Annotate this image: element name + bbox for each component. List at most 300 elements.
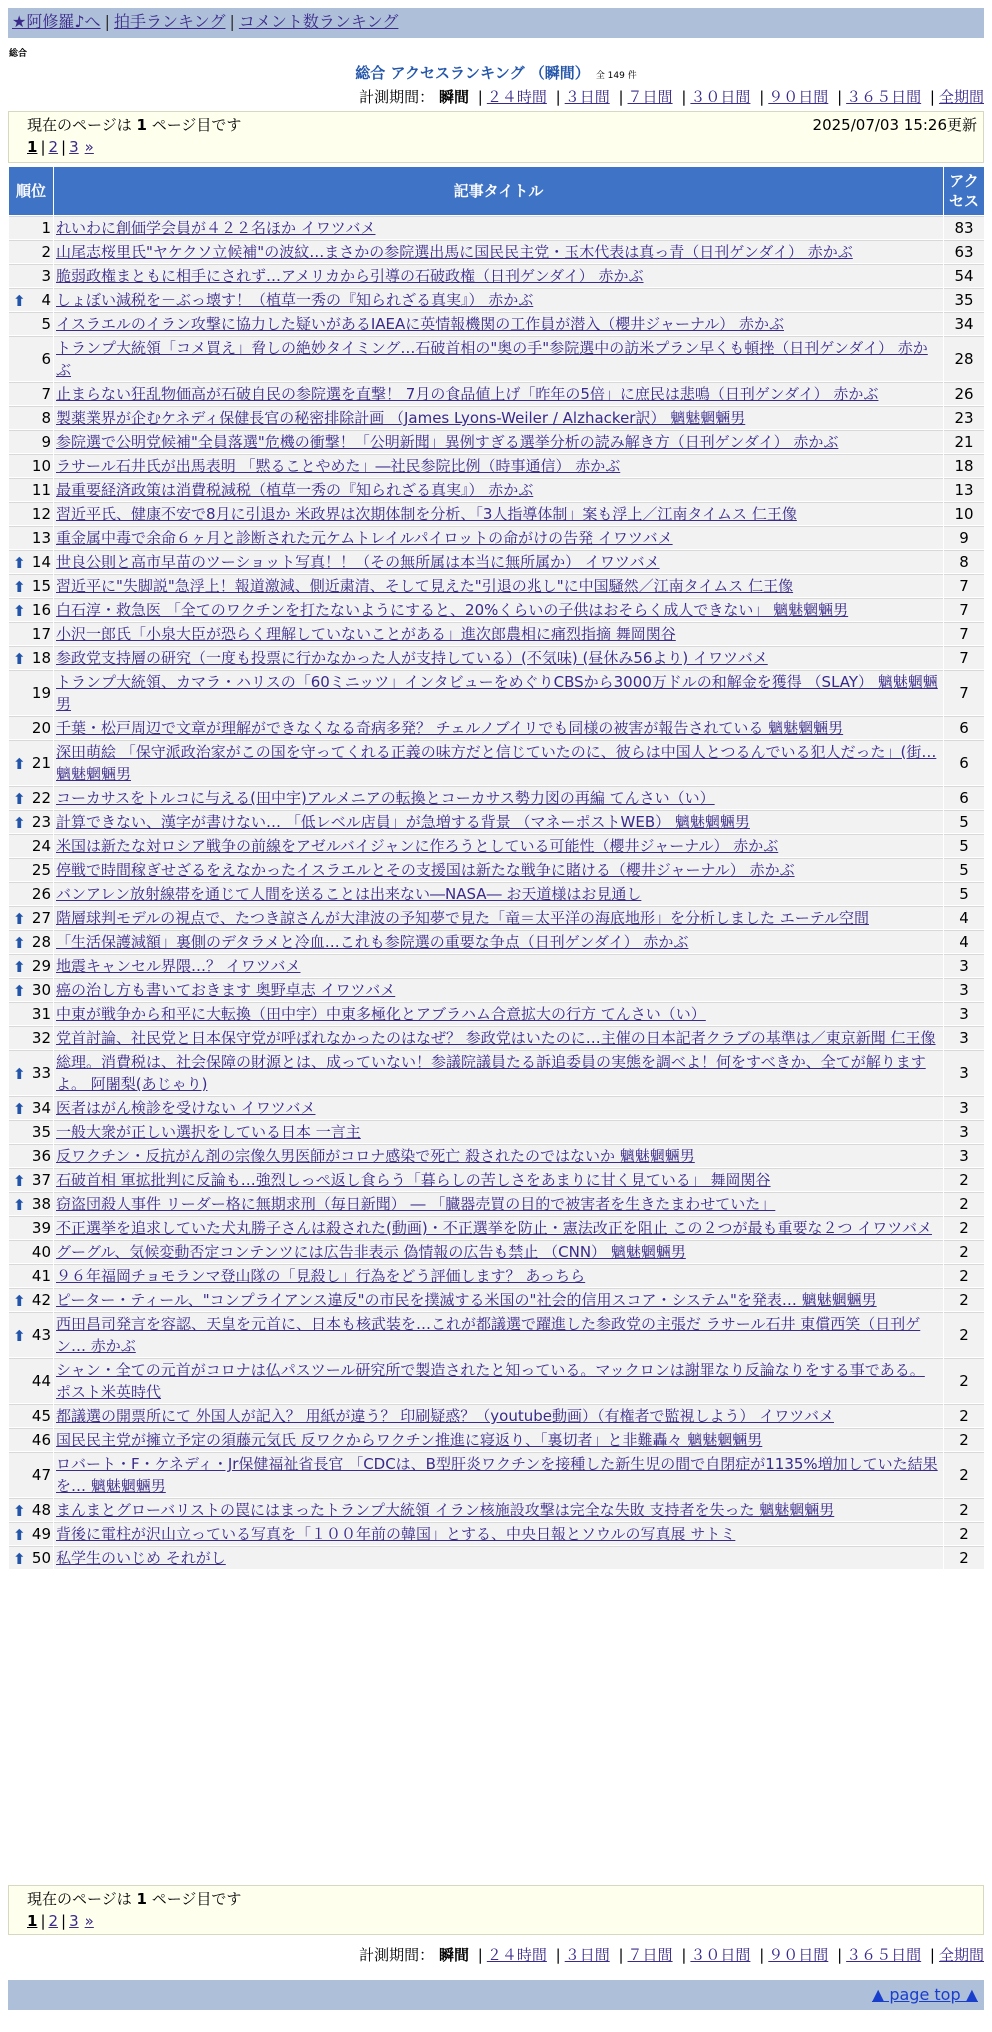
table-row <box>9 1120 984 1143</box>
rank-number: 40 <box>31 1243 51 1261</box>
access-count: 13 <box>944 478 984 501</box>
title-cell <box>54 954 943 977</box>
rank-number: 32 <box>31 1029 51 1047</box>
title-cell <box>54 526 943 549</box>
access-count: 2 <box>944 1168 984 1191</box>
article-link[interactable]: 製薬業界が企むケネディ保健長官の秘密排除計画 （James Lyons-Weiler / Alzhacker訳） 魑魅魍魎男 <box>56 409 746 427</box>
rank-number: 35 <box>31 1123 51 1141</box>
rank-number: 46 <box>31 1431 51 1449</box>
title-cell <box>54 550 943 573</box>
access-count: 5 <box>944 810 984 833</box>
article-link[interactable]: 私学生のいじめ それがし <box>56 1549 226 1567</box>
article-link[interactable]: まんまとグローバリストの罠にはまったトランプ大統領 イラン核施設攻撃は完全な失敗 支持者を失った 魑魅魍魎男 <box>56 1501 835 1519</box>
period-link-90d[interactable]: ９０日間 <box>768 1946 829 1964</box>
rank-number: 39 <box>31 1219 51 1237</box>
arrow-up-icon: ⬆ <box>13 1292 26 1310</box>
access-count: 2 <box>944 1404 984 1427</box>
ranking-title: 総合 アクセスランキング （瞬間） <box>355 64 590 82</box>
rank-number: 27 <box>31 909 51 927</box>
article-link[interactable]: 千葉・松戸周辺で文章が理解ができなくなる奇病多発？ チェルノブイリでも同様の被害が報告されている 魑魅魍魎男 <box>56 719 844 737</box>
rank-number: 49 <box>31 1525 51 1543</box>
table-row <box>9 1096 984 1119</box>
rank-number: 7 <box>41 385 51 403</box>
rank-number: 45 <box>31 1407 51 1425</box>
rank-cell <box>9 312 53 335</box>
article-link[interactable]: イスラエルのイラン攻撃に協力した疑いがあるIAEAに英情報機関の工作員が潜入（櫻井ジャーナル） 赤かぶ <box>56 315 784 333</box>
title-cell <box>54 1288 943 1311</box>
table-row <box>9 1002 984 1025</box>
table-row <box>9 1168 984 1191</box>
title-cell <box>54 930 943 953</box>
period-link-all[interactable]: 全期間 <box>938 1946 984 1964</box>
article-link[interactable]: ラサール石井氏が出馬表明 「黙ることやめた」―社民参院比例（時事通信） 赤かぶ <box>56 457 621 475</box>
table-row <box>9 264 984 287</box>
article-link[interactable]: 参政党支持層の研究（一度も投票に行かなかった人が支持している）(不気味) (昼休み56より) イワツバメ <box>56 649 768 667</box>
rank-cell <box>9 978 53 1001</box>
article-link[interactable]: 総理。消費税は、社会保障の財源とは、成っていない！参議院議員たる訴追委員の実態を調べよ！何をすべきか、全てが解りますよ。 阿闍梨(あじゃり) <box>56 1053 926 1093</box>
table-row <box>9 858 984 881</box>
access-count: 35 <box>944 288 984 311</box>
page-link-3[interactable]: 3 <box>69 138 79 156</box>
rank-cell <box>9 550 53 573</box>
rank-number: 22 <box>31 789 51 807</box>
access-count: 9 <box>944 526 984 549</box>
table-row <box>9 240 984 263</box>
rank-cell <box>9 240 53 263</box>
article-link[interactable]: 不正選挙を追求していた犬丸勝子さんは殺された(動画)・不正選挙を防止・憲法改正を阻止 この２つが最も重要な２つ イワツバメ <box>56 1219 932 1237</box>
article-link[interactable]: 山尾志桜里氏"ヤケクソ立候補"の波紋…まさかの参院選出馬に国民民主党・玉木代表は真っ青（日刊ゲンダイ） 赤かぶ <box>56 243 853 261</box>
access-count: 7 <box>944 670 984 715</box>
access-count: 3 <box>944 1002 984 1025</box>
arrow-up-icon: ⬆ <box>13 1502 26 1520</box>
rank-number: 47 <box>31 1466 51 1484</box>
table-row <box>9 786 984 809</box>
rank-number: 21 <box>31 754 51 772</box>
access-count: 3 <box>944 978 984 1001</box>
article-link[interactable]: 都議選の開票所にて 外国人が記入？ 用紙が違う？ 印刷疑惑？（youtube動画）（有権者で監視しよう） イワツバメ <box>56 1407 834 1425</box>
access-count: 7 <box>944 574 984 597</box>
rank-number: 34 <box>31 1099 51 1117</box>
title-cell <box>54 1452 943 1497</box>
table-row <box>9 1404 984 1427</box>
access-count: 2 <box>944 1546 984 1569</box>
title-cell <box>54 478 943 501</box>
table-row <box>9 478 984 501</box>
rank-cell <box>9 1002 53 1025</box>
table-row <box>9 574 984 597</box>
title-cell <box>54 264 943 287</box>
title-cell <box>54 1498 943 1521</box>
arrow-up-icon: ⬆ <box>13 1100 26 1118</box>
category-label: 総合 <box>9 49 28 59</box>
article-link[interactable]: 「生活保護減額」裏側のデタラメと冷血…これも参院選の重要な争点（日刊ゲンダイ） 赤かぶ <box>56 933 689 951</box>
title-cell <box>54 646 943 669</box>
arrow-up-icon: ⬆ <box>13 1327 26 1345</box>
col-title-header: 記事タイトル <box>54 167 943 215</box>
col-access-header: アクセス <box>944 167 984 215</box>
rank-number: 28 <box>31 933 51 951</box>
rank-number: 6 <box>41 350 51 368</box>
title-cell <box>54 574 943 597</box>
period-label: 計測期間： <box>359 88 435 106</box>
title-cell <box>54 906 943 929</box>
rank-cell <box>9 264 53 287</box>
article-link[interactable]: ９６年福岡チョモランマ登山隊の「見殺し」行為をどう評価します？ あっちら <box>56 1267 586 1285</box>
arrow-up-icon: ⬆ <box>13 934 26 952</box>
article-link[interactable]: 習近平氏、健康不安で8月に引退か 米政界は次期体制を分析、「3人指導体制」案も浮上／江南タイムス 仁王像 <box>56 505 797 523</box>
article-link[interactable]: 参院選で公明党候補"全員落選"危機の衝撃！「公明新聞」異例すぎる選挙分析の読み解き方（日刊ゲンダイ） 赤かぶ <box>56 433 839 451</box>
title-cell <box>54 312 943 335</box>
period-link-3d[interactable]: ３日間 <box>564 88 610 106</box>
col-rank-header: 順位 <box>9 167 53 215</box>
access-count: 2 <box>944 1358 984 1403</box>
rank-cell <box>9 670 53 715</box>
table-row <box>9 906 984 929</box>
table-row <box>9 1264 984 1287</box>
rank-number: 25 <box>31 861 51 879</box>
article-link[interactable]: 中東が戦争から和平に大転換（田中宇）中東多極化とアブラハム合意拡大の行方 てんさい（い） <box>56 1005 706 1023</box>
rank-cell <box>9 810 53 833</box>
rank-cell <box>9 1168 53 1191</box>
table-row <box>9 1428 984 1451</box>
period-link-30d[interactable]: ３０日間 <box>690 1946 751 1964</box>
title-cell <box>54 1404 943 1427</box>
rank-number: 16 <box>31 601 51 619</box>
table-row <box>9 1522 984 1545</box>
title-cell <box>54 670 943 715</box>
access-count: 63 <box>944 240 984 263</box>
period-link-24h[interactable]: ２４時間 <box>486 1946 547 1964</box>
title-cell <box>54 240 943 263</box>
article-link[interactable]: しょぼい減税を－ぶっ壊す！（植草一秀の『知られざる真実』） 赤かぶ <box>56 291 534 309</box>
nav-link-comment-ranking[interactable]: コメント数ランキング <box>238 12 399 31</box>
article-link[interactable]: 反ワクチン・反抗がん剤の宗像久男医師がコロナ感染で死亡 殺されたのではないか 魑魅魍魎男 <box>56 1147 695 1165</box>
arrow-up-icon: ⬆ <box>13 1526 26 1544</box>
access-count: 6 <box>944 786 984 809</box>
rank-cell <box>9 906 53 929</box>
access-count: 2 <box>944 1240 984 1263</box>
article-link[interactable]: 深田萌絵 「保守派政治家がこの国を守ってくれる正義の味方だと信じていたのに、彼らは中国人とつるんでいる犯人だった」(街… 魑魅魍魎男 <box>56 743 937 783</box>
title-cell <box>54 454 943 477</box>
title-cell <box>54 406 943 429</box>
arrow-up-icon: ⬆ <box>13 790 26 808</box>
arrow-up-icon: ⬆ <box>13 814 26 832</box>
rank-cell <box>9 288 53 311</box>
title-cell <box>54 1428 943 1451</box>
access-count: 3 <box>944 1026 984 1049</box>
period-link-365d[interactable]: ３６５日間 <box>846 88 922 106</box>
rank-cell <box>9 858 53 881</box>
rank-cell <box>9 954 53 977</box>
table-row <box>9 406 984 429</box>
table-row <box>9 1358 984 1403</box>
period-link-90d[interactable]: ９０日間 <box>768 88 829 106</box>
title-cell <box>54 834 943 857</box>
page-link-3[interactable]: 3 <box>69 1912 79 1930</box>
table-row <box>9 978 984 1001</box>
rank-number: 19 <box>31 684 51 702</box>
table-row <box>9 740 984 785</box>
rank-number: 20 <box>31 719 51 737</box>
table-row <box>9 1192 984 1215</box>
period-selector-top: 計測期間： 瞬間 | ２４時間 | ３日間 | ７日間 | ３０日間 | ９０日間 | ３６５日間 | 全期間 <box>359 88 984 106</box>
table-row <box>9 670 984 715</box>
rank-number: 4 <box>41 291 51 309</box>
arrow-up-icon: ⬆ <box>13 958 26 976</box>
rank-cell <box>9 1546 53 1569</box>
article-link[interactable]: 地震キャンセル界隈…？ イワツバメ <box>56 957 301 975</box>
rank-number: 26 <box>31 885 51 903</box>
access-count: 18 <box>944 454 984 477</box>
article-link[interactable]: シャン・全ての元首がコロナは仏パスツール研究所で製造されたと知っている。マックロンは謝罪なり反論なりをする事である。 ポスト米英時代 <box>56 1361 925 1401</box>
article-link[interactable]: 米国は新たな対ロシア戦争の前線をアゼルバイジャンに作ろうとしている可能性（櫻井ジャーナル） 赤かぶ <box>56 837 779 855</box>
pagination: 1 | 2 | 3 » <box>27 1912 94 1930</box>
arrow-up-icon: ⬆ <box>13 1550 26 1568</box>
title-cell <box>54 430 943 453</box>
rank-cell <box>9 526 53 549</box>
article-link[interactable]: 世良公則と高市早苗のツーショット写真！！（その無所属は本当に無所属か） イワツバメ <box>56 553 660 571</box>
period-link-30d[interactable]: ３０日間 <box>690 88 751 106</box>
article-link[interactable]: 西田昌司発言を容認、天皇を元首に、日本も核武装を…これが都議選で躍進した参政党の主張だ ラサール石井 東償西笑（日刊ゲン… 赤かぶ <box>56 1315 921 1355</box>
rank-number: 30 <box>31 981 51 999</box>
access-count: 3 <box>944 1096 984 1119</box>
access-count: 7 <box>944 646 984 669</box>
rank-number: 23 <box>31 813 51 831</box>
table-row <box>9 216 984 239</box>
article-link[interactable]: ロバート・F・ケネディ・Jr保健福祉省長官 「CDCは、B型肝炎ワクチンを接種した新生児の間で自閉症が1135%増加していた結果を… 魑魅魍魎男 <box>56 1455 938 1495</box>
rank-cell <box>9 1216 53 1239</box>
rank-number: 9 <box>41 433 51 451</box>
access-count: 3 <box>944 1120 984 1143</box>
table-row <box>9 288 984 311</box>
title-cell <box>54 1192 943 1215</box>
access-count: 4 <box>944 906 984 929</box>
article-link[interactable]: 国民民主党が擁立予定の須藤元気氏 反ワクからワクチン推進に寝返り、「裏切者」と非難轟々 魑魅魍魎男 <box>56 1431 763 1449</box>
article-link[interactable]: 最重要経済政策は消費税減税（植草一秀の『知られざる真実』） 赤かぶ <box>56 481 534 499</box>
period-link-365d[interactable]: ３６５日間 <box>846 1946 922 1964</box>
title-cell <box>54 1216 943 1239</box>
rank-cell <box>9 574 53 597</box>
rank-cell <box>9 740 53 785</box>
table-row <box>9 1026 984 1049</box>
rank-cell <box>9 716 53 739</box>
access-count: 23 <box>944 406 984 429</box>
page-link-2[interactable]: 2 <box>48 1912 59 1930</box>
rank-number: 13 <box>31 529 51 547</box>
article-link[interactable]: 止まらない狂乱物価高が石破自民の参院選を直撃！ 7月の食品値上げ「昨年の5倍」に庶民は悲鳴（日刊ゲンダイ） 赤かぶ <box>56 385 879 403</box>
rank-number: 50 <box>31 1549 51 1567</box>
rank-number: 33 <box>31 1064 51 1082</box>
table-row <box>9 810 984 833</box>
page-status: 現在のページは 1 ページ目です <box>27 1890 242 1908</box>
table-row <box>9 502 984 525</box>
title-cell <box>54 622 943 645</box>
access-count: 6 <box>944 716 984 739</box>
arrow-up-icon: ⬆ <box>13 650 26 668</box>
arrow-up-icon: ⬆ <box>13 578 26 596</box>
rank-cell <box>9 216 53 239</box>
rank-cell <box>9 1050 53 1095</box>
article-link[interactable]: 停戦で時間稼ぎせざるをえなかったイスラエルとその支援国は新たな戦争に賭ける（櫻井ジャーナル） 赤かぶ <box>56 861 795 879</box>
period-link-24h[interactable]: ２４時間 <box>486 88 547 106</box>
period-link-all[interactable]: 全期間 <box>938 88 984 106</box>
table-row <box>9 550 984 573</box>
rank-cell <box>9 430 53 453</box>
title-cell <box>54 1096 943 1119</box>
rank-cell <box>9 382 53 405</box>
article-link[interactable]: トランプ大統領「コメ買え」脅しの絶妙タイミング…石破首相の"奥の手"参院選中の訪米プラン早くも頓挫（日刊ゲンダイ） 赤かぶ <box>56 339 928 379</box>
access-count: 5 <box>944 858 984 881</box>
rank-cell <box>9 502 53 525</box>
rank-number: 48 <box>31 1501 51 1519</box>
rank-number: 12 <box>31 505 51 523</box>
table-row <box>9 834 984 857</box>
rank-number: 29 <box>31 957 51 975</box>
article-link[interactable]: 計算できない、漢字が書けない… 「低レベル店員」が急増する背景 （マネーポストWEB） 魑魅魍魎男 <box>56 813 750 831</box>
rank-cell <box>9 1522 53 1545</box>
access-count: 21 <box>944 430 984 453</box>
nav-separator: | <box>104 12 110 31</box>
rank-cell <box>9 1358 53 1403</box>
article-link[interactable]: れいわに創価学会員が４２２名ほか イワツバメ <box>56 219 376 237</box>
rank-number: 5 <box>41 315 51 333</box>
nav-link-clap-ranking[interactable]: 拍手ランキング <box>113 12 226 31</box>
access-count: 2 <box>944 1498 984 1521</box>
table-row <box>9 716 984 739</box>
period-current: 瞬間 <box>438 1946 469 1964</box>
table-row <box>9 622 984 645</box>
table-row <box>9 382 984 405</box>
access-count: 26 <box>944 382 984 405</box>
top-nav-bar <box>8 8 984 38</box>
rank-number: 1 <box>41 219 51 237</box>
page-info-top <box>8 111 984 163</box>
footer-bar <box>8 1980 984 2010</box>
rank-cell <box>9 1120 53 1143</box>
article-link[interactable]: 重金属中毒で余命６ヶ月と診断された元ケムトレイルパイロットの命がけの告発 イワツバメ <box>56 529 673 547</box>
access-count: 5 <box>944 834 984 857</box>
article-link[interactable]: 一般大衆が正しい選択をしている日本 一言主 <box>56 1123 361 1141</box>
article-link[interactable]: トランプ大統領、カマラ・ハリスの「60ミニッツ」インタビューをめぐりCBSから3000万ドルの和解金を獲得 （SLAY） 魑魅魍魎男 <box>56 673 938 713</box>
rank-cell <box>9 834 53 857</box>
title-cell <box>54 1002 943 1025</box>
title-cell <box>54 502 943 525</box>
article-link[interactable]: 習近平に"失脚説"急浮上！報道激減、側近粛清、そして見えた"引退の兆し"に中国騒然／江南タイムス 仁王像 <box>56 577 794 595</box>
arrow-up-icon: ⬆ <box>13 602 26 620</box>
article-link[interactable]: コーカサスをトルコに与える(田中宇)アルメニアの転換とコーカサス勢力図の再編 てんさい（い） <box>56 789 715 807</box>
page-next[interactable]: » <box>84 138 94 156</box>
article-link[interactable]: グーグル、気候変動否定コンテンツには広告非表示 偽情報の広告も禁止 （CNN） 魑魅魍魎男 <box>56 1243 686 1261</box>
access-count: 7 <box>944 622 984 645</box>
article-link[interactable]: 脆弱政権まともに相手にされず…アメリカから引導の石破政権（日刊ゲンダイ） 赤かぶ <box>56 267 644 285</box>
title-cell <box>54 1168 943 1191</box>
title-cell <box>54 1546 943 1569</box>
rank-number: 43 <box>31 1326 51 1344</box>
article-link[interactable]: 背後に電柱が沢山立っている写真を「１００年前の韓国」とする、中央日報とソウルの写真展 サトミ <box>56 1525 736 1543</box>
access-count: 2 <box>944 1522 984 1545</box>
page-current: 1 <box>27 1912 38 1930</box>
arrow-up-icon: ⬆ <box>13 1172 26 1190</box>
table-row <box>9 1498 984 1521</box>
period-link-3d[interactable]: ３日間 <box>564 1946 610 1964</box>
rank-number: 36 <box>31 1147 51 1165</box>
title-cell <box>54 1240 943 1263</box>
rank-number: 38 <box>31 1195 51 1213</box>
article-link[interactable]: 癌の治し方も書いておきます 奥野卓志 イワツバメ <box>56 981 396 999</box>
ranking-table <box>8 166 985 1570</box>
rank-cell <box>9 1288 53 1311</box>
rank-number: 15 <box>31 577 51 595</box>
rank-number: 8 <box>41 409 51 427</box>
access-count: 3 <box>944 1050 984 1095</box>
table-row <box>9 1546 984 1569</box>
table-row <box>9 1312 984 1357</box>
rank-number: 31 <box>31 1005 51 1023</box>
arrow-up-icon: ⬆ <box>13 910 26 928</box>
title-cell <box>54 598 943 621</box>
page-title <box>0 62 992 83</box>
rank-cell <box>9 1498 53 1521</box>
rank-cell <box>9 1428 53 1451</box>
title-cell <box>54 810 943 833</box>
title-cell <box>54 216 943 239</box>
rank-cell <box>9 406 53 429</box>
period-link-7d[interactable]: ７日間 <box>627 88 673 106</box>
article-link[interactable]: ピーター・ティール、"コンプライアンス違反"の市民を撲滅する米国の"社会的信用スコア・システム"を発表… 魑魅魍魎男 <box>56 1291 877 1309</box>
period-link-7d[interactable]: ７日間 <box>627 1946 673 1964</box>
table-row <box>9 312 984 335</box>
article-link[interactable]: 医者はがん検診を受けない イワツバメ <box>56 1099 316 1117</box>
rank-number: 37 <box>31 1171 51 1189</box>
rank-cell <box>9 1264 53 1287</box>
title-cell <box>54 716 943 739</box>
page-current: 1 <box>27 138 38 156</box>
period-label: 計測期間： <box>359 1946 435 1964</box>
nav-separator: | <box>229 12 235 31</box>
access-count: 2 <box>944 1452 984 1497</box>
access-count: 28 <box>944 336 984 381</box>
page-info-bottom <box>8 1885 984 1935</box>
rank-cell <box>9 622 53 645</box>
access-count: 4 <box>944 930 984 953</box>
article-link[interactable]: 階層球判モデルの視点で、たつき諒さんが大津波の予知夢で見た「竜＝太平洋の海底地形」を分析しました エーテル空間 <box>56 909 869 927</box>
article-link[interactable]: 党首討論、社民党と日本保守党が呼ばれなかったのはなぜ？ 参政党はいたのに…主催の日本記者クラブの基準は／東京新聞 仁王像 <box>56 1029 936 1047</box>
nav-link-asyura[interactable]: ★阿修羅♪へ <box>12 12 101 31</box>
rank-cell <box>9 1240 53 1263</box>
rank-cell <box>9 1312 53 1357</box>
rank-number: 17 <box>31 625 51 643</box>
rank-cell <box>9 1192 53 1215</box>
page-link-2[interactable]: 2 <box>48 138 59 156</box>
rank-number: 24 <box>31 837 51 855</box>
page-next[interactable]: » <box>84 1912 94 1930</box>
rank-number: 44 <box>31 1372 51 1390</box>
article-link[interactable]: 石破首相 軍拡批判に反論も…強烈しっぺ返し食らう「暮らしの苦しさをあまりに甘く見ている」 舞岡関谷 <box>56 1171 771 1189</box>
title-cell <box>54 1312 943 1357</box>
arrow-up-icon: ⬆ <box>13 1196 26 1214</box>
pagination: 1 | 2 | 3 » <box>27 138 94 156</box>
article-link[interactable]: 小沢一郎氏「小泉大臣が恐らく理解していないことがある」進次郎農相に痛烈指摘 舞岡関谷 <box>56 625 676 643</box>
title-cell <box>54 336 943 381</box>
article-link[interactable]: 窃盗団殺人事件 リーダー格に無期求刑（毎日新聞） ― 「臓器売買の目的で被害者を生きたまわせていた」 <box>56 1195 776 1213</box>
title-cell <box>54 1144 943 1167</box>
article-link[interactable]: バンアレン放射線帯を通じて人間を送ることは出来ない―NASA― お天道様はお見通し <box>56 885 642 903</box>
page-top-link[interactable]: ▲ page top ▲ <box>871 1985 978 2004</box>
arrow-up-icon: ⬆ <box>13 755 26 773</box>
article-link[interactable]: 白石淳・救急医 「全てのワクチンを打たないようにすると、20%くらいの子供はおそらく成人できない」 魑魅魍魎男 <box>56 601 849 619</box>
arrow-up-icon: ⬆ <box>13 1065 26 1083</box>
table-row <box>9 598 984 621</box>
